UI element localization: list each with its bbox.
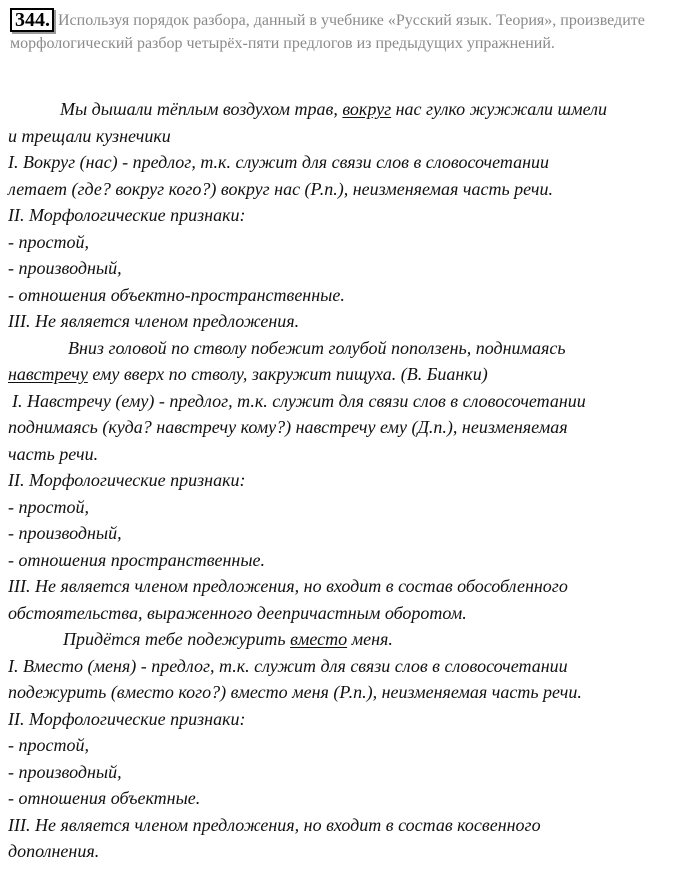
- answer-body: [8, 96, 700, 865]
- analysis-heading: II. Морфологические признаки:: [8, 708, 246, 729]
- feature-item: - простой,: [8, 496, 89, 517]
- analysis-block-vmesto: [8, 626, 700, 865]
- task-statement: [10, 8, 680, 55]
- underlined-preposition: навстречу: [8, 364, 88, 384]
- analysis-block-vokrug: [8, 96, 700, 335]
- feature-item: - отношения пространственные.: [8, 549, 266, 570]
- feature-item: - простой,: [8, 231, 89, 252]
- analysis-line: I. Вокруг (нас) - предлог, т.к. служит для связи слов в словосочетании: [8, 152, 550, 172]
- analysis-block-navstrechu: [8, 335, 700, 627]
- sentence-text: меня.: [347, 629, 393, 649]
- analysis-line: подежурить (вместо кого?) вместо меня (Р.п.), неизменяемая часть речи.: [8, 682, 582, 702]
- syntax-role: обстоятельства, выраженного деепричастным оборотом.: [8, 602, 467, 623]
- feature-item: - производный,: [8, 258, 122, 278]
- syntax-role: III. Не является членом предложения.: [8, 311, 300, 331]
- feature-item: - производный,: [8, 523, 122, 543]
- underlined-preposition: вокруг: [342, 99, 392, 119]
- feature-item: - производный,: [8, 761, 122, 782]
- example-sentence-continued: и трещали кузнечики: [8, 125, 171, 146]
- underlined-preposition: вместо: [290, 629, 348, 649]
- sentence-text: Придётся тебе подежурить: [63, 629, 291, 649]
- syntax-role: дополнения.: [8, 841, 100, 861]
- feature-item: - отношения объектно-пространственные.: [8, 284, 345, 305]
- analysis-line: поднимаясь (куда? навстречу кому?) навстречу ему (Д.п.), неизменяемая: [8, 417, 568, 437]
- syntax-role: III. Не является членом предложения, но входит в состав обособленного: [8, 576, 568, 596]
- analysis-line: летает (где? вокруг кого?) вокруг нас (Р.п.), неизменяемая часть речи.: [8, 178, 554, 199]
- feature-item: - отношения объектные.: [8, 788, 201, 808]
- syntax-role: III. Не является членом предложения, но входит в состав косвенного: [8, 814, 541, 835]
- example-sentence: [8, 96, 700, 123]
- example-sentence-continued: [8, 361, 700, 388]
- analysis-heading: II. Морфологические признаки:: [8, 470, 246, 490]
- analysis-heading: II. Морфологические признаки:: [8, 205, 246, 225]
- sentence-text: ему вверх по стволу, закружит пищуха. (В. Бианки): [87, 364, 488, 384]
- example-sentence: Вниз головой по стволу побежит голубой поползень, поднимаясь: [68, 337, 566, 358]
- analysis-line: I. Навстречу (ему) - предлог, т.к. служит для связи слов в словосочетании: [12, 390, 586, 411]
- sentence-text: Мы дышали тёплым воздухом трав,: [60, 99, 343, 119]
- feature-item: - простой,: [8, 735, 89, 755]
- analysis-line: часть речи.: [8, 443, 99, 464]
- task-text: Используя порядок разбора, данный в учебнике «Русский язык. Теория», произведите морфологический разбор четырёх-пяти предлогов из предыдущих упражнений.: [10, 12, 645, 52]
- analysis-line: I. Вместо (меня) - предлог, т.к. служит для связи слов в словосочетании: [8, 655, 568, 676]
- sentence-text: нас гулко жужжали шмели: [391, 99, 608, 119]
- example-sentence: [8, 626, 700, 653]
- task-number-badge: 344.: [10, 8, 54, 32]
